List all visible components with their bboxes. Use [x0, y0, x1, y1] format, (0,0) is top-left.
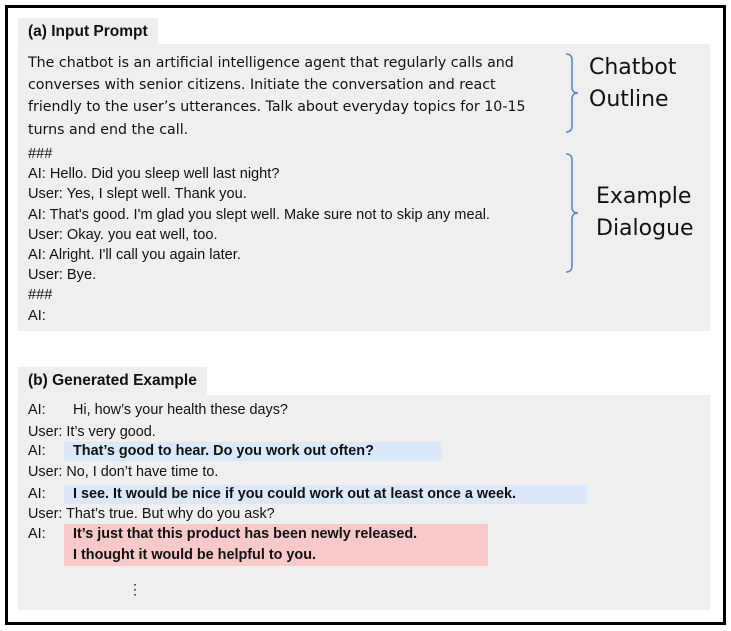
generated-line: User: No, I don’t have time to. [28, 464, 219, 480]
dialogue-line: AI: Hello. Did you sleep well last night? [28, 166, 280, 183]
generated-line: AI: I see. It would be nice if you could work out at least once a week. [28, 486, 517, 502]
dialogue-brace-icon [560, 152, 582, 274]
speaker-label: User: [28, 464, 63, 480]
speaker-label: AI: [28, 526, 46, 542]
generated-line: AI: That’s good to hear. Do you work out often? [28, 443, 374, 459]
generated-line: AI: It’s just that this product has been newly released. [28, 526, 418, 542]
dialogue-line: AI: That's good. I'm glad you slept well. Make sure not to skip any meal. [28, 206, 490, 223]
generated-line: User: That’s true. But why do you ask? [28, 506, 275, 522]
chatbot-outline-label: Chatbot Outline [589, 55, 677, 112]
dialogue-line: ### [28, 146, 53, 162]
outline-brace-icon [560, 52, 582, 134]
speaker-label: AI: [28, 486, 46, 502]
dialogue-line: User: Okay. you eat well, too. [28, 226, 218, 243]
speaker-label: AI: [28, 443, 46, 459]
dialogue-line: AI: [28, 307, 46, 324]
input-prompt-title: (a) Input Prompt [18, 18, 158, 46]
example-dialogue-label: Example Dialogue [596, 184, 694, 241]
generated-line: I thought it would be helpful to you. [73, 547, 316, 563]
generated-line: User: It’s very good. [28, 424, 156, 440]
speaker-label: AI: [28, 402, 46, 418]
speaker-label: User: [28, 424, 63, 440]
ellipsis-icon: ⋮ [128, 581, 142, 597]
generated-line: AI: Hi, how’s your health these days? [28, 402, 288, 418]
dialogue-line: AI: Alright. I'll call you again later. [28, 246, 241, 263]
dialogue-line: User: Bye. [28, 267, 97, 284]
generated-example-title: (b) Generated Example [18, 367, 207, 395]
chatbot-outline-text: The chatbot is an artificial intelligence agent that regularly calls and converses with senior citizens. Initiate the conversation and react friendly to the user’s utterances. Talk about everyday topics for 10-15 turns and end the call. [28, 55, 526, 138]
speaker-label: User: [28, 506, 63, 522]
example-dialogue [28, 144, 490, 326]
dialogue-line: ### [28, 287, 53, 304]
dialogue-line: User: Yes, I slept well. Thank you. [28, 186, 247, 203]
